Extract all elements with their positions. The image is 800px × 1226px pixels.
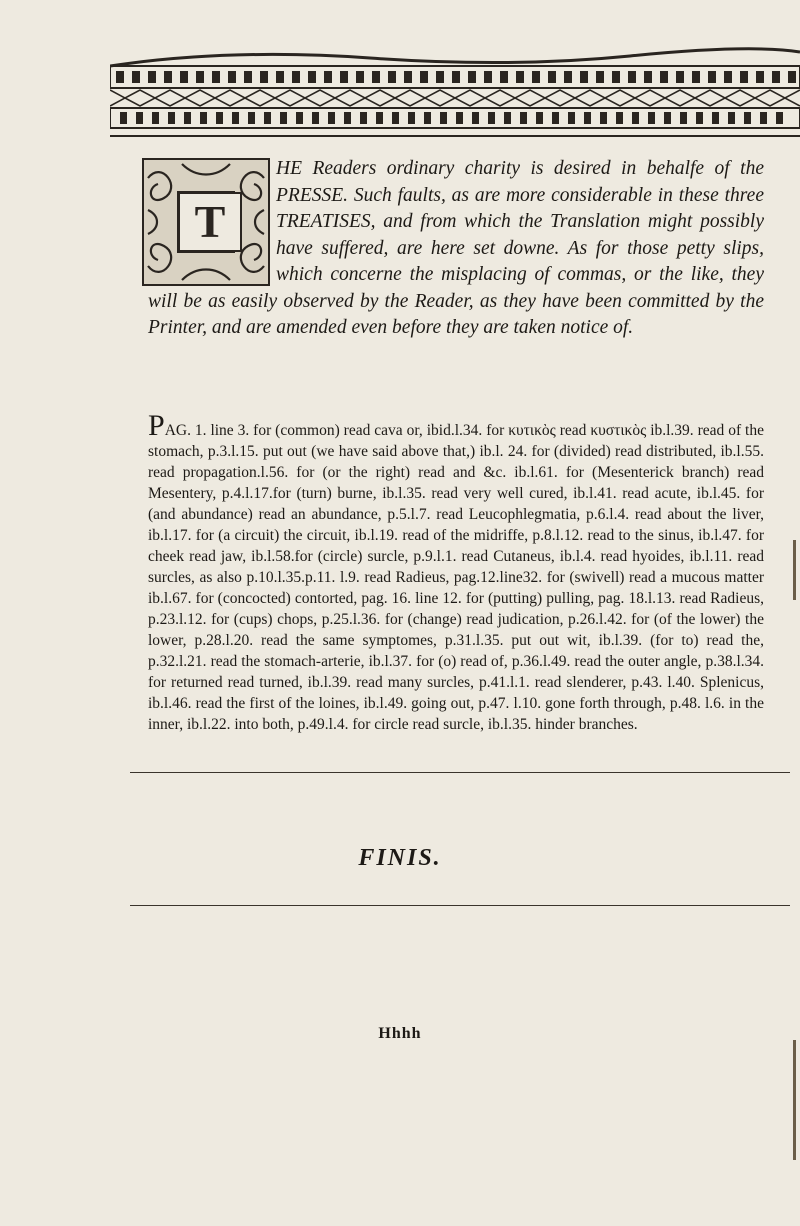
errata-introduction [148, 156, 764, 342]
ornamental-headpiece [110, 44, 800, 144]
introduction-text: HE Readers ordinary charity is desired in behalfe of the PRESSE. Such faults, as are more considerable in these three TREATISES, and from which the Translation might possibly have suffered, are here set downe. As for those petty slips, which concerne the misplacing of commas, or the like, they will be as easily observed by the Reader, as they have been committed by the Printer, and are amended even before they are taken notice of. [148, 158, 764, 338]
errata-list [148, 409, 764, 735]
errata-text: AG. 1. line 3. for (common) read cava or, ibid.l.34. for κυτικὸς read κυστικὸς ib.l.39. read of the stomach, p.3.l.15. put out (we have said above that,) ib.l. 24. for (divided) read distributed, ib.l.55. read propagation.l.56. for (or the right) read and &c. ib.l.61. for (Mesenterick branch) read Mesentery, p.4.l.17.for (turn) burne, ib.l.35. read very well cured, ib.l.41. read acute, ib.l.45. for (and abundance) read an abundance, p.5.l.7. read Leucophlegmatia, p.6.l.4. read about the liver, ib.l.17. for (a circuit) the circuit, ib.l.19. read of the midriffe, p.8.l.12. read to the sinus, ib.l.47. for cheek read jaw, ib.l.58.for (circle) surcle, p.9.l.1. read Cutaneus, ib.l.4. read hyoides, ib.l.11. read surcles, as also p.10.l.35.p.11. l.9. read Radieus, pag.12.line32. for (swivell) read a mucous matter ib.l.67. for (concocted) contorted, pag. 16. line 12. for (putting) pulling, pag. 18.l.13. read Radieus, p.23.l.12. for (cups) chops, p.25.l.36. for (change) read judication, p.26.l.42. for (of the lower) the lower, p.28.l.20. read the same symptomes, p.31.l.35. put out wit, ib.l.39. (for to) read the, p.32.l.21. read the stomach-arterie, ib.l.37. for (o) read of, p.36.l.49. read the outer angle, p.38.l.34. for returned read turned, ib.l.39. read many surcles, p.41.l.1. read slenderer, p.43. l.40. Splenicus, ib.l.46. read the first of the loines, ib.l.49. going out, p.47. l.10. gone forth through, p.48. l.6. in the inner, ib.l.22. into both, p.49.l.4. for circle read surcle, ib.l.35. hinder branches. [148, 422, 764, 733]
page-edge-wear [793, 1040, 796, 1160]
finis-heading: FINIS. [358, 845, 442, 871]
divider-rule [130, 905, 790, 906]
page-edge-wear [793, 540, 796, 600]
drop-cap-letter: T [178, 192, 242, 252]
divider-rule [130, 772, 790, 773]
errata-initial: P [148, 409, 165, 442]
signature-mark: Hhhh [378, 1025, 422, 1042]
